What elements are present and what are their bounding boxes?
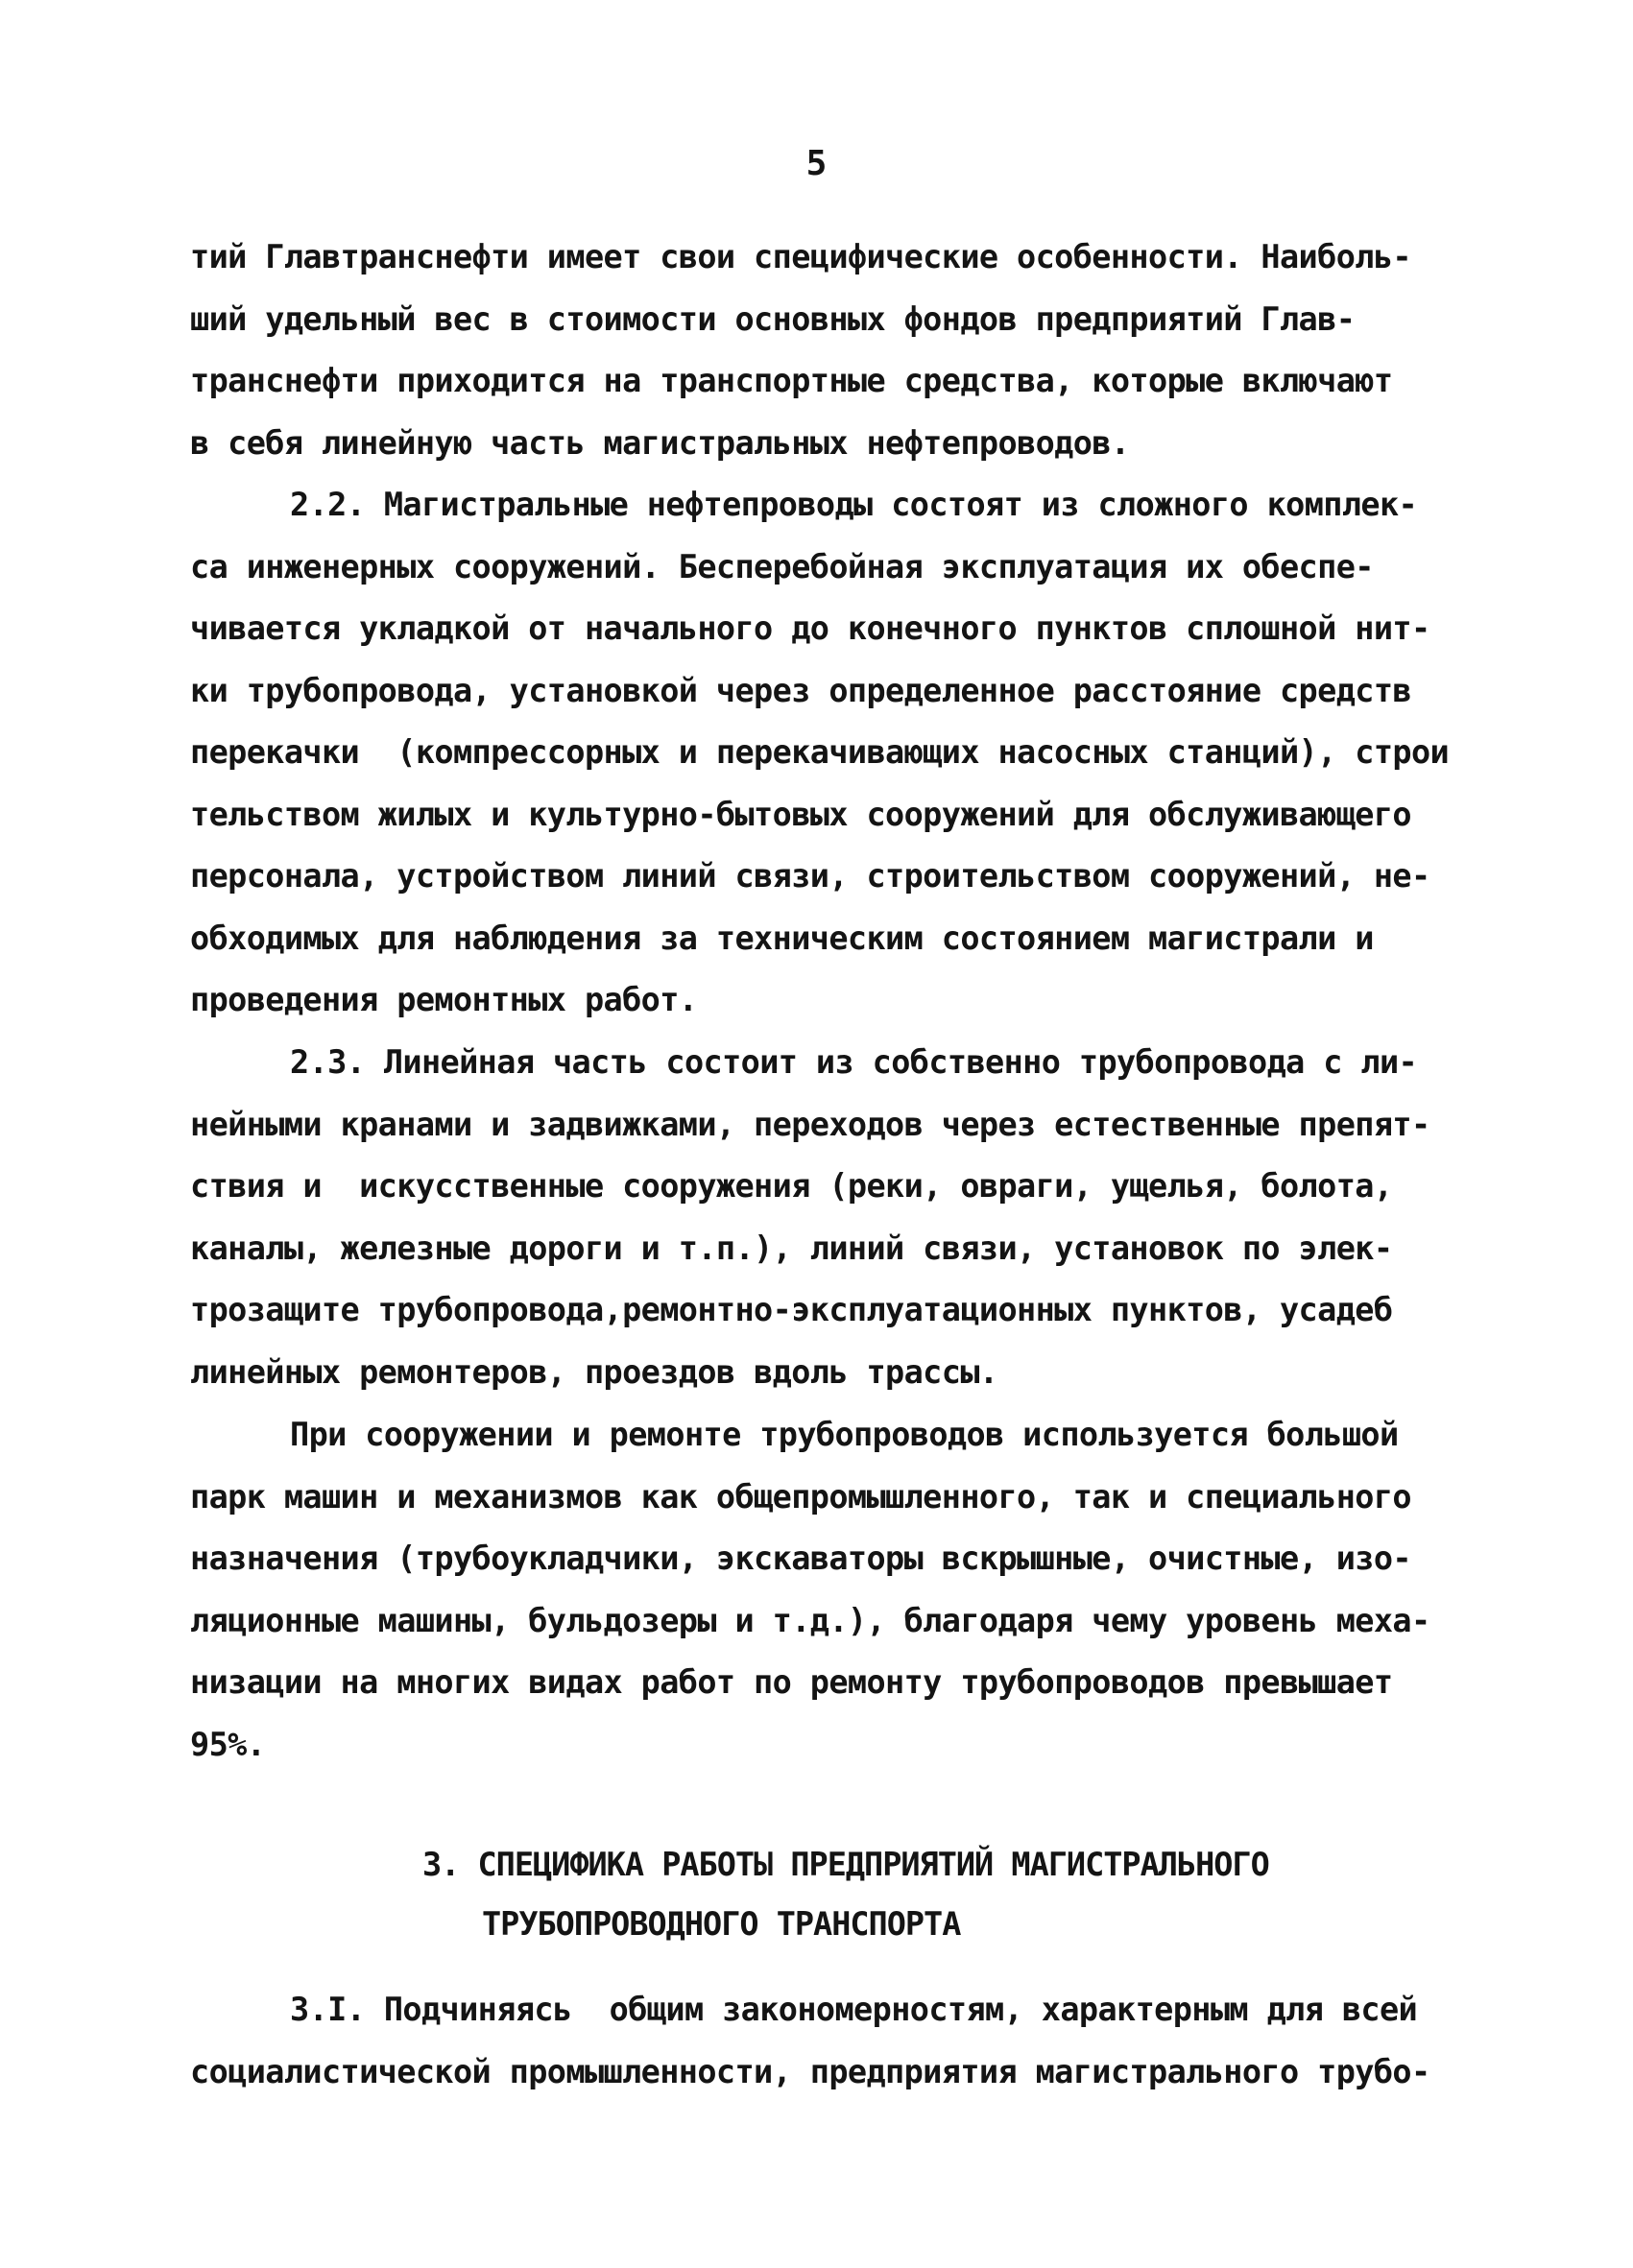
paragraph-3-1	[190, 1979, 1457, 2103]
paragraph-2-2	[190, 474, 1457, 1032]
text-line: ший удельный вес в стоимости основных фондов предприятий Глав-	[190, 299, 1356, 338]
text-line: трозащите трубопровода,ремонтно-эксплуатационных пунктов, усадеб	[190, 1291, 1393, 1328]
text-line: парк машин и механизмов как общепромышленного, так и специального	[190, 1477, 1411, 1516]
section-heading	[422, 1835, 1478, 1954]
text-line: 2.2. Магистральные нефтепроводы состоят из сложного комплек-	[290, 486, 1418, 523]
paragraph-2-3	[190, 1032, 1457, 1403]
text-line: линейных ремонтеров, проездов вдоль трассы.	[190, 1352, 998, 1391]
text-line: обходимых для наблюдения за техническим состоянием магистрали и	[190, 919, 1374, 957]
text-line: тий Главтранснефти имеет свои специфические особенности. Наиболь-	[190, 238, 1411, 275]
text-line: тельством жилых и культурно-бытовых сооружений для обслуживающего	[190, 795, 1411, 833]
text-line: социалистической промышленности, предприятия магистрального трубо-	[190, 2052, 1430, 2090]
text-line: транснефти приходится на транспортные средства, которые включают	[190, 362, 1393, 399]
heading-line: ТРУБОПРОВОДНОГО ТРАНСПОРТА	[482, 1905, 961, 1943]
text-line: чивается укладкой от начального до конечного пунктов сплошной нит-	[190, 609, 1430, 647]
text-line: нейными кранами и задвижками, переходов через естественные препят-	[190, 1105, 1430, 1143]
text-line: При сооружении и ремонте трубопроводов используется большой	[290, 1416, 1399, 1453]
text-line: проведения ремонтных работ.	[190, 981, 698, 1018]
text-line: 95%.	[190, 1725, 266, 1763]
text-line: са инженерных сооружений. Бесперебойная эксплуатация их обеспе-	[190, 547, 1374, 585]
text-line: низации на многих видах работ по ремонту трубопроводов превышает	[190, 1663, 1393, 1701]
page-number: 5	[805, 144, 828, 183]
text-line: назначения (трубоукладчики, экскаваторы вскрышные, очистные, изо-	[190, 1540, 1411, 1577]
text-line: ляционные машины, бульдозеры и т.д.), благодаря чему уровень меха-	[190, 1601, 1430, 1639]
text-line: в себя линейную часть магистральных нефтепроводов.	[190, 423, 1130, 462]
paragraph-continuation	[190, 227, 1457, 474]
text-line: перекачки (компрессорных и перекачивающих насосных станций), строи	[190, 733, 1450, 771]
paragraph-machinery	[190, 1404, 1457, 1776]
text-line: персонала, устройством линий связи, строительством сооружений, не-	[190, 857, 1430, 895]
text-line: ствия и искусственные сооружения (реки, овраги, ущелья, болота,	[190, 1167, 1393, 1205]
text-line: каналы, железные дороги и т.п.), линий связи, установок по элек-	[190, 1229, 1393, 1267]
text-line: 2.3. Линейная часть состоит из собственно трубопровода с ли-	[290, 1043, 1418, 1081]
text-line: ки трубопровода, установкой через определенное расстояние средств	[190, 671, 1411, 709]
heading-line: 3. СПЕЦИФИКА РАБОТЫ ПРЕДПРИЯТИЙ МАГИСТРАЛЬНОГО	[422, 1846, 1269, 1883]
text-line: 3.I. Подчиняясь общим закономерностям, характерным для всей	[290, 1991, 1418, 2028]
